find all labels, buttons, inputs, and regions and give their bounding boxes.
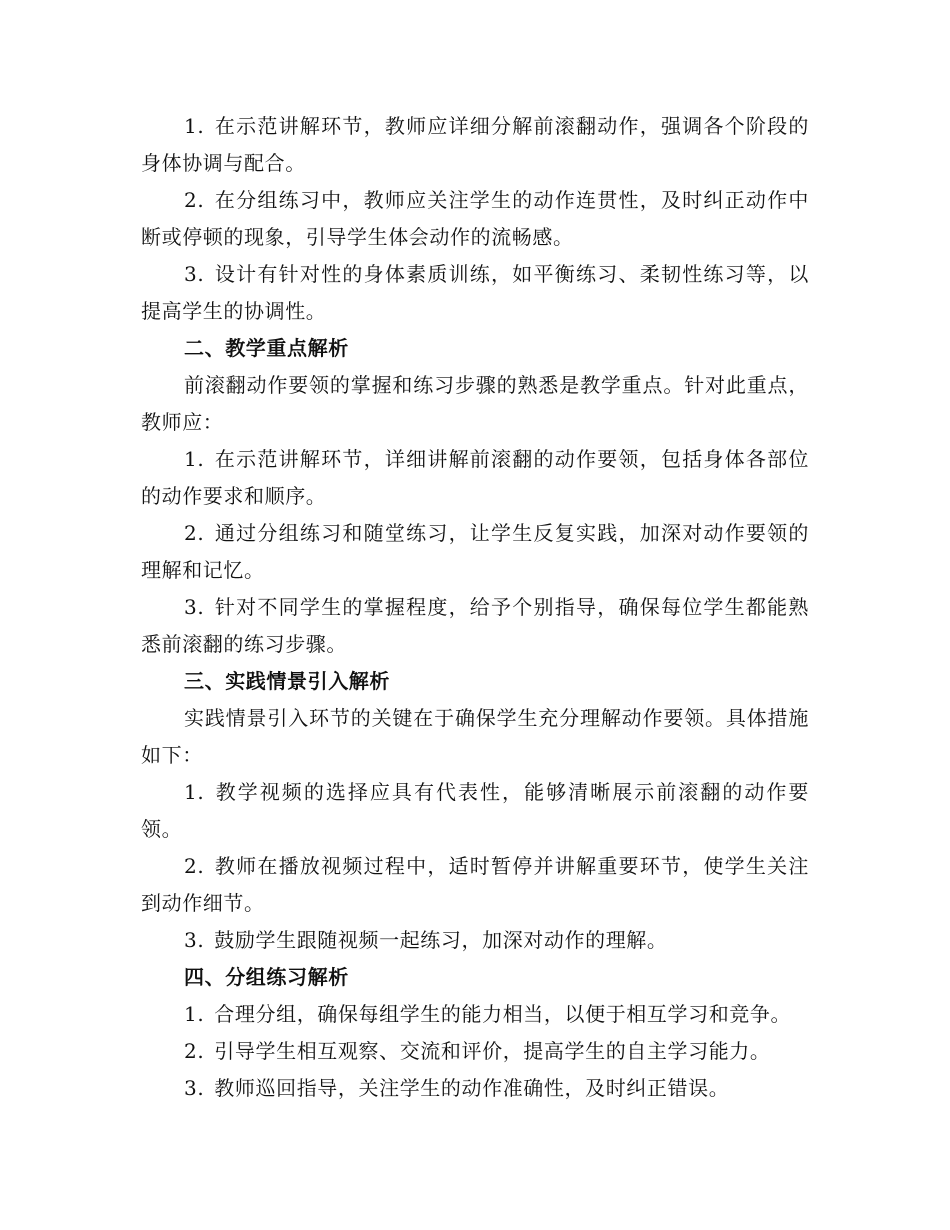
list-item xyxy=(141,922,809,959)
item-number: 2. xyxy=(184,521,205,545)
list-item xyxy=(141,848,809,922)
item-number: 2. xyxy=(184,854,205,878)
item-number: 1. xyxy=(184,780,205,804)
item-text: 教师在播放视频过程中，适时暂停并讲解重要环节，使学生关注到动作细节。 xyxy=(141,854,809,915)
item-number: 3. xyxy=(184,262,205,286)
list-item xyxy=(141,108,809,182)
paragraph: 实践情景引入环节的关键在于确保学生充分理解动作要领。具体措施如下： xyxy=(141,706,809,767)
section-heading: 二、教学重点解析 xyxy=(184,336,349,360)
item-number: 3. xyxy=(184,1076,205,1100)
item-text: 合理分组，确保每组学生的能力相当，以便于相互学习和竞争。 xyxy=(214,1002,792,1026)
item-text: 在分组练习中，教师应关注学生的动作连贯性，及时纠正动作中断或停顿的现象，引导学生体会动作的流畅感。 xyxy=(141,188,809,249)
item-text: 鼓励学生跟随视频一起练习，加深对动作的理解。 xyxy=(214,928,668,952)
list-item xyxy=(141,1070,809,1107)
item-number: 1. xyxy=(184,1002,205,1026)
list-item xyxy=(141,589,809,663)
list-item xyxy=(141,774,809,848)
item-number: 1. xyxy=(184,447,205,471)
list-item xyxy=(141,1033,809,1070)
item-number: 3. xyxy=(184,928,205,952)
item-text: 教学视频的选择应具有代表性，能够清晰展示前滚翻的动作要领。 xyxy=(141,780,809,841)
item-number: 2. xyxy=(184,1039,205,1063)
list-item xyxy=(141,256,809,330)
item-text: 在示范讲解环节，教师应详细分解前滚翻动作，强调各个阶段的身体协调与配合。 xyxy=(141,114,809,175)
paragraph: 前滚翻动作要领的掌握和练习步骤的熟悉是教学重点。针对此重点，教师应： xyxy=(141,373,809,434)
section-heading: 三、实践情景引入解析 xyxy=(184,669,390,693)
item-number: 2. xyxy=(184,188,205,212)
item-text: 教师巡回指导，关注学生的动作准确性，及时纠正错误。 xyxy=(214,1076,730,1100)
document-body xyxy=(141,108,809,1107)
item-text: 通过分组练习和随堂练习，让学生反复实践，加深对动作要领的理解和记忆。 xyxy=(141,521,809,582)
item-text: 针对不同学生的掌握程度，给予个别指导，确保每位学生都能熟悉前滚翻的练习步骤。 xyxy=(141,595,809,656)
list-item xyxy=(141,996,809,1033)
item-text: 设计有针对性的身体素质训练，如平衡练习、柔韧性练习等，以提高学生的协调性。 xyxy=(141,262,809,323)
list-item xyxy=(141,182,809,256)
item-text: 引导学生相互观察、交流和评价，提高学生的自主学习能力。 xyxy=(214,1039,771,1063)
section-heading: 四、分组练习解析 xyxy=(184,965,349,989)
list-item xyxy=(141,515,809,589)
item-number: 1. xyxy=(184,114,205,138)
item-text: 在示范讲解环节，详细讲解前滚翻的动作要领，包括身体各部位的动作要求和顺序。 xyxy=(141,447,809,508)
item-number: 3. xyxy=(184,595,205,619)
list-item xyxy=(141,441,809,515)
